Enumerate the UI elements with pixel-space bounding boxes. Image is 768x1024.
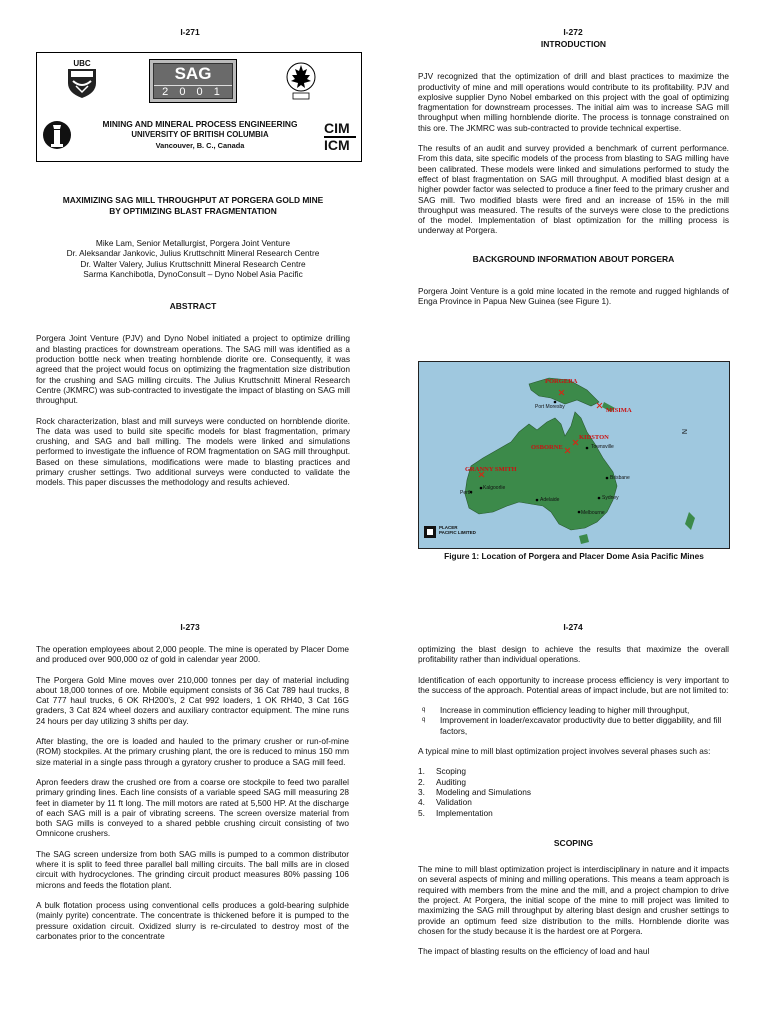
list-item (418, 705, 729, 715)
p273-paragraph-4: Apron feeders draw the crushed ore from a coarse ore stockpile to feed two parallel primary grinding lines. Each line consists of a variable speed SAG mill measuring 28 feet in diameter by 11 ft long. The mill motors are rated at 5,500 HP. At the discharge of each SAG mill is a pair of vibrating screens. The screen oversize material from both SAG mills is conveyed to a shared pebble crushing circuit consisting of two Omnicone crushers. (36, 776, 349, 839)
impact-list (418, 705, 729, 736)
bullet-mark: q (422, 707, 426, 714)
map-label-adelaide: Adelaide (540, 497, 560, 503)
placer-logo-line-2: PACIFIC LIMITED (439, 530, 476, 535)
page-number-274: I-274 (563, 622, 583, 632)
sag-text: SAG (174, 64, 212, 83)
map-label-sydney: Sydney (602, 495, 619, 501)
list-item (418, 715, 729, 736)
page-274-body (418, 644, 729, 967)
department-name: MINING AND MINERAL PROCESS ENGINEERING (102, 119, 298, 129)
map-label-melbourne: Melbourne (581, 510, 605, 516)
page-271-body (36, 195, 350, 498)
scoping-heading: SCOPING (553, 837, 594, 848)
p274-paragraph-3: A typical mine to mill blast optimization project involves several phases such as: (418, 746, 711, 757)
background-paragraph-1: Porgera Joint Venture is a gold mine located in the remote and rugged highlands of Enga Province in Papua New Guinea (see Figure 1). (418, 286, 729, 307)
phase-text: Modeling and Simulations (436, 786, 532, 797)
author-2: Dr. Aleksandar Jankovic, Julius Kruttschnitt Mineral Research Centre (66, 248, 320, 259)
list-item (418, 797, 729, 807)
map-label-perth: Perth (460, 490, 472, 496)
map-label-kalgoorlie: Kalgoorlie (483, 485, 506, 491)
phase-list (418, 766, 729, 817)
p274-paragraph-4: The mine to mill blast optimization project is interdisciplinary in nature and it impacts on several aspects of mining and milling operations. This means a team approach is required with members from the mine and the mill, and a project champion to drive the project. At Porgera, the initial scope of the mine to mill project was limited to maximizing the SAG mill throughput by altering blast design and crusher settings to provide an optimum feed size distribution to the mills. Hornblende diorite was chosen for the study because it is the hardest ore at Porgera. (418, 864, 729, 936)
page-272-body (418, 39, 729, 317)
background-heading: BACKGROUND INFORMATION ABOUT PORGERA (472, 253, 675, 264)
bullet-text-1: Increase in comminution efficiency leading to higher mill throughput, (440, 705, 690, 716)
phase-number: 4. (418, 797, 425, 808)
p273-paragraph-5: The SAG screen undersize from both SAG mills is pumped to a common distributor where it is split to feed three parallel ball milling circuits. The ball mills are in closed circuit with hydrocyclones. The grinding circuit product measures 80% passing 106 microns and feeds the flotation plant. (36, 848, 349, 890)
paper-title-line-1: MAXIMIZING SAG MILL THROUGHPUT AT PORGERA GOLD MINE (62, 195, 324, 205)
phase-number: 2. (418, 776, 425, 787)
p273-paragraph-2: The Porgera Gold Mine moves over 210,000 tonnes per day of material including about 18,000 tonnes of ore. Mobile equipment consists of 36 Cat 789 haul trucks, 8 Cat 777 haul trucks, 6 OK RH200's, 2 Cat 992 loaders, 1 OK RH40, 3 Cat 16G graders, 3 Cat 824 wheel dozers and auxiliary contractor equipment. The mine runs 24 hours per day utilizing 3 shifts per day. (36, 674, 349, 726)
paper-title-line-2: BY OPTIMIZING BLAST FRAGMENTATION (109, 205, 277, 216)
author-1: Mike Lam, Senior Metallurgist, Porgera Joint Venture (95, 238, 291, 248)
phase-text: Auditing (436, 776, 466, 787)
phase-number: 5. (418, 807, 425, 818)
ubc-text: UBC (73, 59, 91, 68)
placer-logo-line-1: PLACER (439, 525, 458, 530)
bullet-text-2: Improvement in loader/excavator productivity due to better diggability, and fill factors, (440, 715, 722, 736)
intro-paragraph-2: The results of an audit and survey provided a benchmark of current performance. From this data, site specific models of the process from blasting to SAG milling have been calibrated. These models were linked and simulations performed to study the effect of blast fragmentation on SAG mill throughput. A modified blast design at a higher powder factor was selected to produce a finer feed to the primary crusher and SAG mill. Two modified blasts were fired and an increase of 15% in the mill throughput was measured. The results of the surveys were close to the predictions of the model. Implementation of blast optimization for the milling process is underway at Porgera. (418, 143, 729, 236)
map-label-port-moresby: Port Moresby (535, 404, 565, 410)
p273-paragraph-1: The operation employees about 2,000 people. The mine is operated by Placer Dome and produced over 900,000 oz of gold in calendar year 2000. (36, 644, 349, 665)
phase-text: Scoping (436, 766, 466, 777)
abstract-paragraph-1: Porgera Joint Venture (PJV) and Dyno Nobel initiated a project to optimize drilling and blasting practices for downstream operations. The SAG mill was identified as a production bottle neck when treating hornblende diorite ore. Consequently, it was agreed that the project would focus on optimizing the fragmentation size distribution for the crushing and SAG milling circuits. The Julius Kruttschnitt Mineral Research Centre (JKMRC) was sub-contracted to investigate the impact of blasting on SAG mill throughput. (36, 333, 350, 406)
map-label-kidston: KIDSTON (579, 434, 609, 441)
phase-text: Validation (436, 797, 472, 808)
page-number-271: I-271 (180, 27, 200, 37)
page-273-body (36, 644, 349, 951)
sag-2001-logo (149, 59, 237, 103)
university-name: UNIVERSITY OF BRITISH COLUMBIA (131, 130, 269, 139)
list-item (418, 777, 729, 787)
list-item (418, 766, 729, 776)
p274-paragraph-5: The impact of blasting results on the efficiency of load and haul (418, 946, 650, 957)
map-label-osborne: OSBORNE (531, 444, 563, 451)
phase-number: 1. (418, 766, 425, 777)
map-label-brisbane: Brisbane (610, 475, 630, 481)
conference-header (36, 52, 362, 162)
location-map-figure (418, 361, 730, 549)
intro-paragraph-1: PJV recognized that the optimization of drill and blast practices to maximize the productivity of mine and mill operations would contribute to its profitability. PJV and explosive supplier Dyno Nobel embarked on this project with the goal of optimizing fragmentation for downstream processes. The initial aim was to increase SAG mill throughput when milling hornblende diorite. The process is tonnage constrained on this ore. The JKMRC was sub-contracted to provide technical expertise. (418, 71, 729, 133)
sag-year: 2 0 0 1 (154, 85, 232, 99)
abstract-paragraph-2: Rock characterization, blast and mill surveys were conducted on hornblende diorite. The data was used to build site specific models for blast fragmentation, primary crushing, and SAG and ball milling. The models were linked and simulations performed to investigate the influence of ROM fragmentation on SAG mill throughput. Based on these simulations, modifications were made to blasting practices and primary crusher settings. Two additional surveys were conducted to validate the models. This paper discusses the methodology and results achieved. (36, 415, 350, 488)
page-number-272: I-272 (563, 27, 583, 37)
lamp-logo (41, 117, 73, 153)
abstract-heading: ABSTRACT (169, 301, 217, 312)
maple-leaf-logo (283, 59, 319, 101)
placer-logo-text (439, 525, 476, 535)
list-item (418, 787, 729, 797)
map-label-granny-smith: GRANNY SMITH (465, 466, 517, 473)
figure-1-caption: Figure 1: Location of Porgera and Placer Dome Asia Pacific Mines (444, 551, 704, 561)
bullet-mark: q (422, 717, 426, 724)
p274-paragraph-2: Identification of each opportunity to increase process efficiency is very important to the success of the approach. Potential areas of impact include, but are not limited to: (418, 674, 729, 695)
p273-paragraph-3: After blasting, the ore is loaded and hauled to the primary crusher or run-of-mine (ROM) stockpiles. At the primary crushing plant, the ore is reduced to minus 150 mm size material in a single pass through a gyratory crusher to produce a SAG mill feed. (36, 736, 349, 767)
p274-paragraph-1: optimizing the blast design to achieve the results that maximize the overall profitability rather than individual operations. (418, 644, 729, 665)
map-graphic (419, 362, 729, 548)
author-4: Sarma Kanchibotla, DynoConsult – Dyno Nobel Asia Pacific (83, 268, 303, 279)
phase-text: Implementation (436, 807, 493, 818)
cim-icm-logo (324, 121, 356, 155)
page-number-273: I-273 (180, 622, 200, 632)
compass-icon: N (680, 428, 688, 435)
cim-text: CIM (324, 121, 356, 138)
map-label-misima: MISIMA (606, 407, 632, 414)
map-label-townsville: Townsville (591, 444, 614, 450)
list-item (418, 808, 729, 818)
map-label-porgera: PORGERA (545, 378, 578, 385)
author-3: Dr. Walter Valery, Julius Kruttschnitt Mineral Research Centre (80, 258, 306, 269)
phase-number: 3. (418, 786, 425, 797)
introduction-heading: INTRODUCTION (540, 39, 607, 49)
ubc-crest-logo (65, 59, 99, 99)
icm-text: ICM (324, 137, 350, 153)
p273-paragraph-6: A bulk flotation process using conventional cells produces a gold-bearing sulphide (mainly pyrite) concentrate. The concentrate is thickened before it is pumped to the pressure oxidation circuit. Oxidized slurry is re-circulated to destroy most of the carbonates prior to the concentrate (36, 899, 349, 941)
city-name: Vancouver, B. C., Canada (155, 141, 245, 150)
